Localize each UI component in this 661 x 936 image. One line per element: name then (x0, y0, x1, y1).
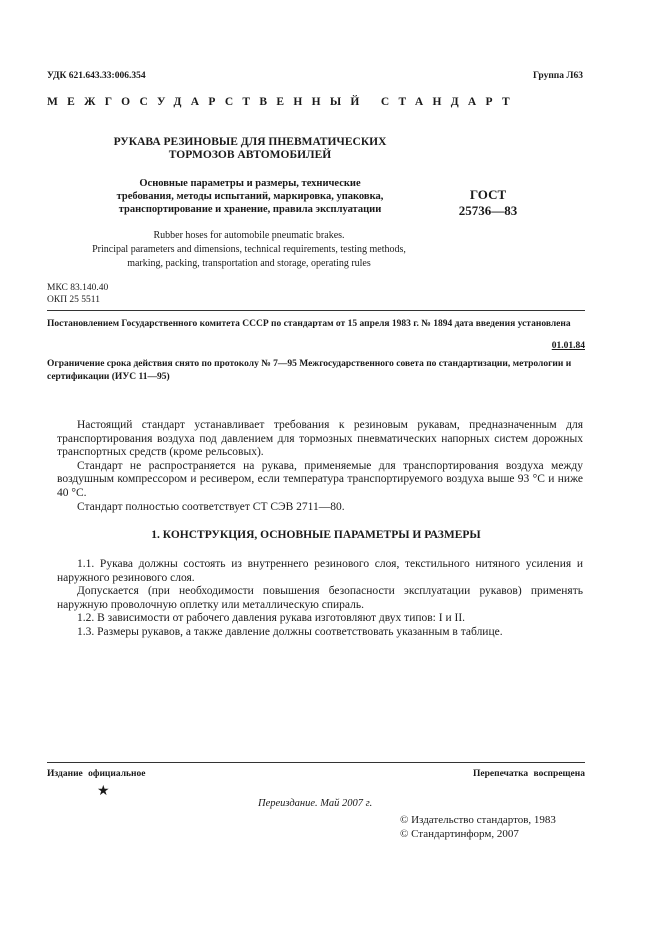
subtitle-line-3: транспортирование и хранение, правила эксплуатации (118, 204, 382, 215)
mks-code: МКС 83.140.40 (47, 283, 109, 293)
gost-designation (452, 187, 524, 219)
subtitle-line-2: требования, методы испытаний, маркировка, упаковка, (116, 191, 384, 202)
divider-line (47, 310, 585, 311)
official-edition-label: Издание официальное (47, 769, 146, 779)
star-mark: ★ (97, 784, 110, 799)
udk-code: УДК 621.643.33:006.354 (47, 71, 146, 81)
clause-1-1: 1.1. Рукава должны состоять из внутреннего резинового слоя, текстильного нитяного усиления и наружного резинового слоя. (57, 558, 583, 584)
validity-limit-text: Ограничение срока действия снято по протоколу № 7—95 Межгосударственного совета по стандартизации, метрологии и сертификации (ИУС 11—95) (47, 359, 572, 382)
footer-divider (47, 762, 585, 763)
copyright-1983: © Издательство стандартов, 1983 (400, 814, 556, 826)
section-1-text (57, 558, 583, 640)
title-line-2: ТОРМОЗОВ АВТОМОБИЛЕЙ (168, 149, 332, 161)
decree-text: Постановлением Государственного комитета СССР по стандартам от 15 апреля 1983 г. № 1894 дата введения установлена (47, 319, 571, 329)
reissue-note: Переиздание. Май 2007 г. (258, 798, 373, 809)
classification-codes (47, 282, 108, 306)
section-1-title: 1. КОНСТРУКЦИЯ, ОСНОВНЫЕ ПАРАМЕТРЫ И РАЗМЕРЫ (151, 529, 481, 541)
gost-number: 25736—83 (458, 203, 518, 218)
english-title-line-2: Principal parameters and dimensions, technical requirements, testing methods, (92, 244, 406, 255)
subtitle-line-1: Основные параметры и размеры, технические (139, 178, 361, 189)
gost-label: ГОСТ (469, 187, 507, 202)
okp-code: ОКП 25 5511 (47, 295, 100, 305)
interstate-standard-heading: МЕЖГОСУДАРСТВЕННЫЙ СТАНДАРТ (47, 96, 519, 108)
reprint-prohibited-label: Перепечатка воспрещена (472, 769, 585, 779)
introduction-date: 01.01.84 (551, 341, 585, 351)
clause-1-3: 1.3. Размеры рукавов, а также давление должны соответствовать указанным в таблице. (77, 625, 503, 638)
intro-paragraph-1: Настоящий стандарт устанавливает требования к резиновым рукавам, предназначенным для транспортирования воздуха под давлением для тормозных пневматических напорных систем дорожных транспортных средств (кроме рельсовых). (57, 419, 583, 459)
intro-paragraph-2: Стандарт не распространяется на рукава, применяемые для транспортирования воздуха между воздушным компрессором и ресивером, если температура транспортируемого воздуха выше 93 °С и ниже 40 °С. (57, 459, 583, 499)
group-code: Группа Л63 (532, 71, 583, 81)
title-line-1: РУКАВА РЕЗИНОВЫЕ ДЛЯ ПНЕВМАТИЧЕСКИХ (113, 136, 387, 148)
english-title-line-3: marking, packing, transportation and storage, operating rules (127, 258, 371, 269)
intro-text (57, 419, 583, 514)
clause-1-2: 1.2. В зависимости от рабочего давления рукава изготовляют двух типов: I и II. (77, 612, 466, 625)
english-title-line-1: Rubber hoses for automobile pneumatic brakes. (153, 230, 345, 241)
clause-1-1-note: Допускается (при необходимости повышения безопасности эксплуатации рукавов) применять наружную проволочную оплетку или металлическую спираль. (57, 585, 583, 611)
intro-paragraph-3: Стандарт полностью соответствует СТ СЭВ 2711—80. (77, 500, 345, 513)
copyright-2007: © Стандартинформ, 2007 (400, 828, 519, 840)
